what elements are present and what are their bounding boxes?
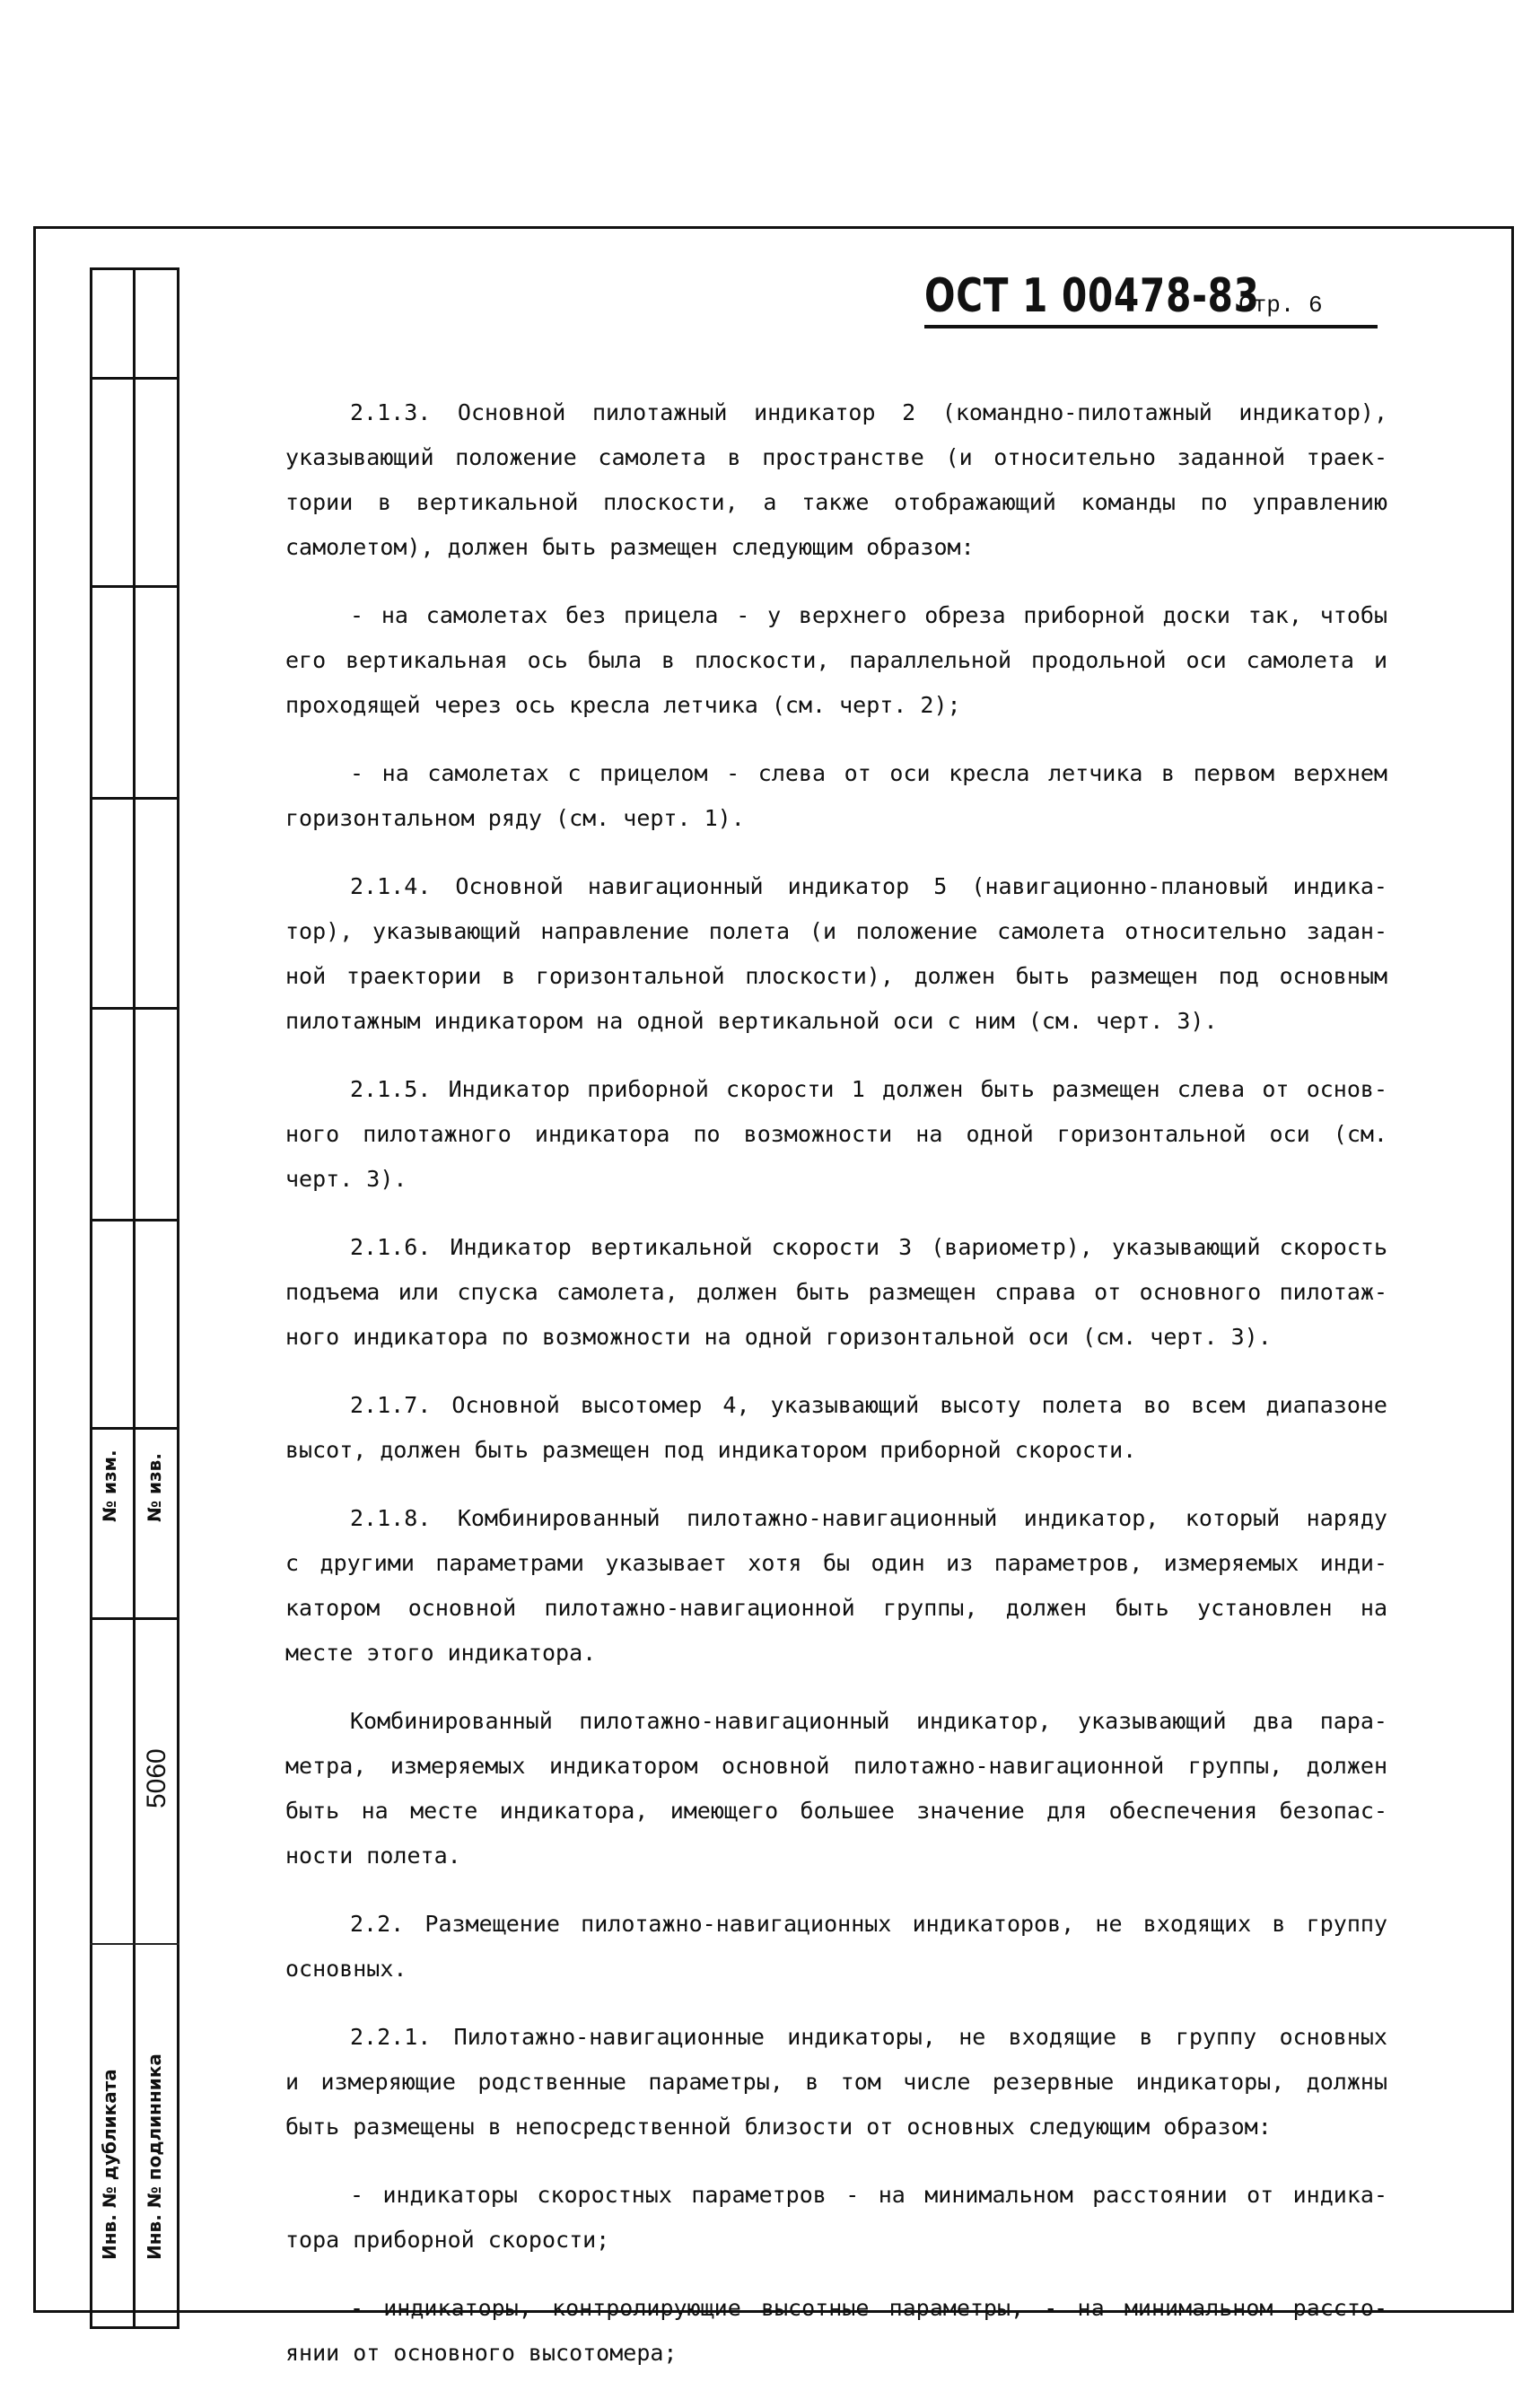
stamp-row-line bbox=[90, 1219, 179, 1221]
text-line: и измеряющие родственные параметры, в том числе резервные индикаторы, должны bbox=[285, 2069, 1387, 2095]
text-line: подъема или спуска самолета, должен быть размещен справа от основного пилотаж- bbox=[285, 1279, 1387, 1305]
paragraph bbox=[285, 1496, 1387, 1676]
text-line: основных. bbox=[285, 1956, 407, 1982]
izm-label: № изм. bbox=[99, 1449, 120, 1522]
paragraph bbox=[285, 1225, 1387, 1360]
text-line: ной траектории в горизонтальной плоскости), должен быть размещен под основным bbox=[285, 963, 1387, 989]
inv-original-label: Инв. № подлинника bbox=[144, 2053, 165, 2260]
document-number: ОСТ 1 00478-83 bbox=[924, 269, 1260, 323]
header-rule bbox=[924, 325, 1378, 328]
paragraph bbox=[285, 2173, 1387, 2263]
text-line: - на самолетах без прицела - у верхнего обреза приборной доски так, чтобы bbox=[350, 602, 1387, 628]
paragraph bbox=[285, 593, 1387, 728]
paragraph bbox=[285, 1699, 1387, 1878]
paragraph bbox=[285, 864, 1387, 1044]
paragraph bbox=[285, 1067, 1387, 1202]
text-line: с другими параметрами указывает хотя бы один из параметров, измеряемых инди- bbox=[285, 1550, 1387, 1576]
text-line: 2.1.8. Комбинированный пилотажно-навигационный индикатор, который наряду bbox=[350, 1505, 1387, 1531]
text-line: высот, должен быть размещен под индикатором приборной скорости. bbox=[285, 1437, 1137, 1463]
text-line: - индикаторы скоростных параметров - на минимальном расстоянии от индика- bbox=[350, 2182, 1387, 2208]
paragraph bbox=[285, 2286, 1387, 2376]
page-number: Стр. 6 bbox=[1238, 292, 1323, 319]
inventory-number: 5060 bbox=[142, 1748, 171, 1808]
text-line: указывающий положение самолета в пространстве (и относительно заданной траек- bbox=[285, 444, 1387, 470]
text-line: быть размещены в непосредственной близости от основных следующим образом: bbox=[285, 2114, 1272, 2140]
stamp-row-line bbox=[90, 377, 179, 380]
text-line: 2.1.7. Основной высотомер 4, указывающий высоту полета во всем диапазоне bbox=[350, 1392, 1387, 1418]
text-line: 2.2.1. Пилотажно-навигационные индикаторы, не входящие в группу основных bbox=[350, 2024, 1387, 2050]
text-line: тора приборной скорости; bbox=[285, 2227, 610, 2253]
text-line: тории в вертикальной плоскости, а также отображающий команды по управлению bbox=[285, 489, 1387, 515]
text-line: 2.1.4. Основной навигационный индикатор 5 (навигационно-плановый индика- bbox=[350, 873, 1387, 899]
text-line: - на самолетах с прицелом - слева от оси кресла летчика в первом верхнем bbox=[350, 760, 1387, 786]
text-line: горизонтальном ряду (см. черт. 1). bbox=[285, 805, 745, 831]
document-body bbox=[285, 390, 1387, 2399]
text-line: пилотажным индикатором на одной вертикальной оси с ним (см. черт. 3). bbox=[285, 1008, 1218, 1034]
text-line: - индикаторы, контролирующие высотные параметры, - на минимальном рассто- bbox=[350, 2295, 1387, 2321]
text-line: месте этого индикатора. bbox=[285, 1640, 597, 1666]
paragraph bbox=[285, 390, 1387, 570]
text-line: катором основной пилотажно-навигационной группы, должен быть установлен на bbox=[285, 1595, 1387, 1621]
text-line: 2.1.3. Основной пилотажный индикатор 2 (командно-пилотажный индикатор), bbox=[350, 399, 1387, 425]
stamp-sidebar-divider bbox=[133, 267, 136, 2329]
text-line: 2.1.6. Индикатор вертикальной скорости 3 (вариометр), указывающий скорость bbox=[350, 1234, 1387, 1260]
text-line: 2.1.5. Индикатор приборной скорости 1 должен быть размещен слева от основ- bbox=[350, 1076, 1387, 1102]
paragraph bbox=[285, 2015, 1387, 2149]
stamp-row-line bbox=[90, 1943, 179, 1945]
text-line: его вертикальная ось была в плоскости, параллельной продольной оси самолета и bbox=[285, 647, 1387, 673]
stamp-row-line bbox=[90, 1617, 179, 1620]
text-line: быть на месте индикатора, имеющего большее значение для обеспечения безопас- bbox=[285, 1798, 1387, 1824]
paragraph bbox=[285, 1383, 1387, 1473]
text-line: метра, измеряемых индикатором основной пилотажно-навигационной группы, должен bbox=[285, 1753, 1387, 1779]
text-line: Комбинированный пилотажно-навигационный индикатор, указывающий два пара- bbox=[350, 1708, 1387, 1734]
izv-label: № изв. bbox=[144, 1453, 165, 1522]
paragraph bbox=[285, 1902, 1387, 1992]
text-line: самолетом), должен быть размещен следующим образом: bbox=[285, 534, 975, 560]
stamp-row-line bbox=[90, 797, 179, 800]
stamp-row-line bbox=[90, 1427, 179, 1430]
text-line: проходящей через ось кресла летчика (см. черт. 2); bbox=[285, 692, 961, 718]
stamp-row-line bbox=[90, 1007, 179, 1010]
text-line: черт. 3). bbox=[285, 1166, 407, 1192]
stamp-row-line bbox=[90, 585, 179, 588]
text-line: тор), указывающий направление полета (и положение самолета относительно задан- bbox=[285, 918, 1387, 944]
paragraph bbox=[285, 751, 1387, 841]
inv-duplicate-label: Инв. № дубликата bbox=[99, 2069, 120, 2260]
text-line: 2.2. Размещение пилотажно-навигационных индикаторов, не входящих в группу bbox=[350, 1911, 1387, 1937]
text-line: ности полета. bbox=[285, 1843, 461, 1869]
text-line: ного индикатора по возможности на одной горизонтальной оси (см. черт. 3). bbox=[285, 1324, 1272, 1350]
text-line: ного пилотажного индикатора по возможности на одной горизонтальной оси (см. bbox=[285, 1121, 1387, 1147]
text-line: янии от основного высотомера; bbox=[285, 2340, 678, 2366]
